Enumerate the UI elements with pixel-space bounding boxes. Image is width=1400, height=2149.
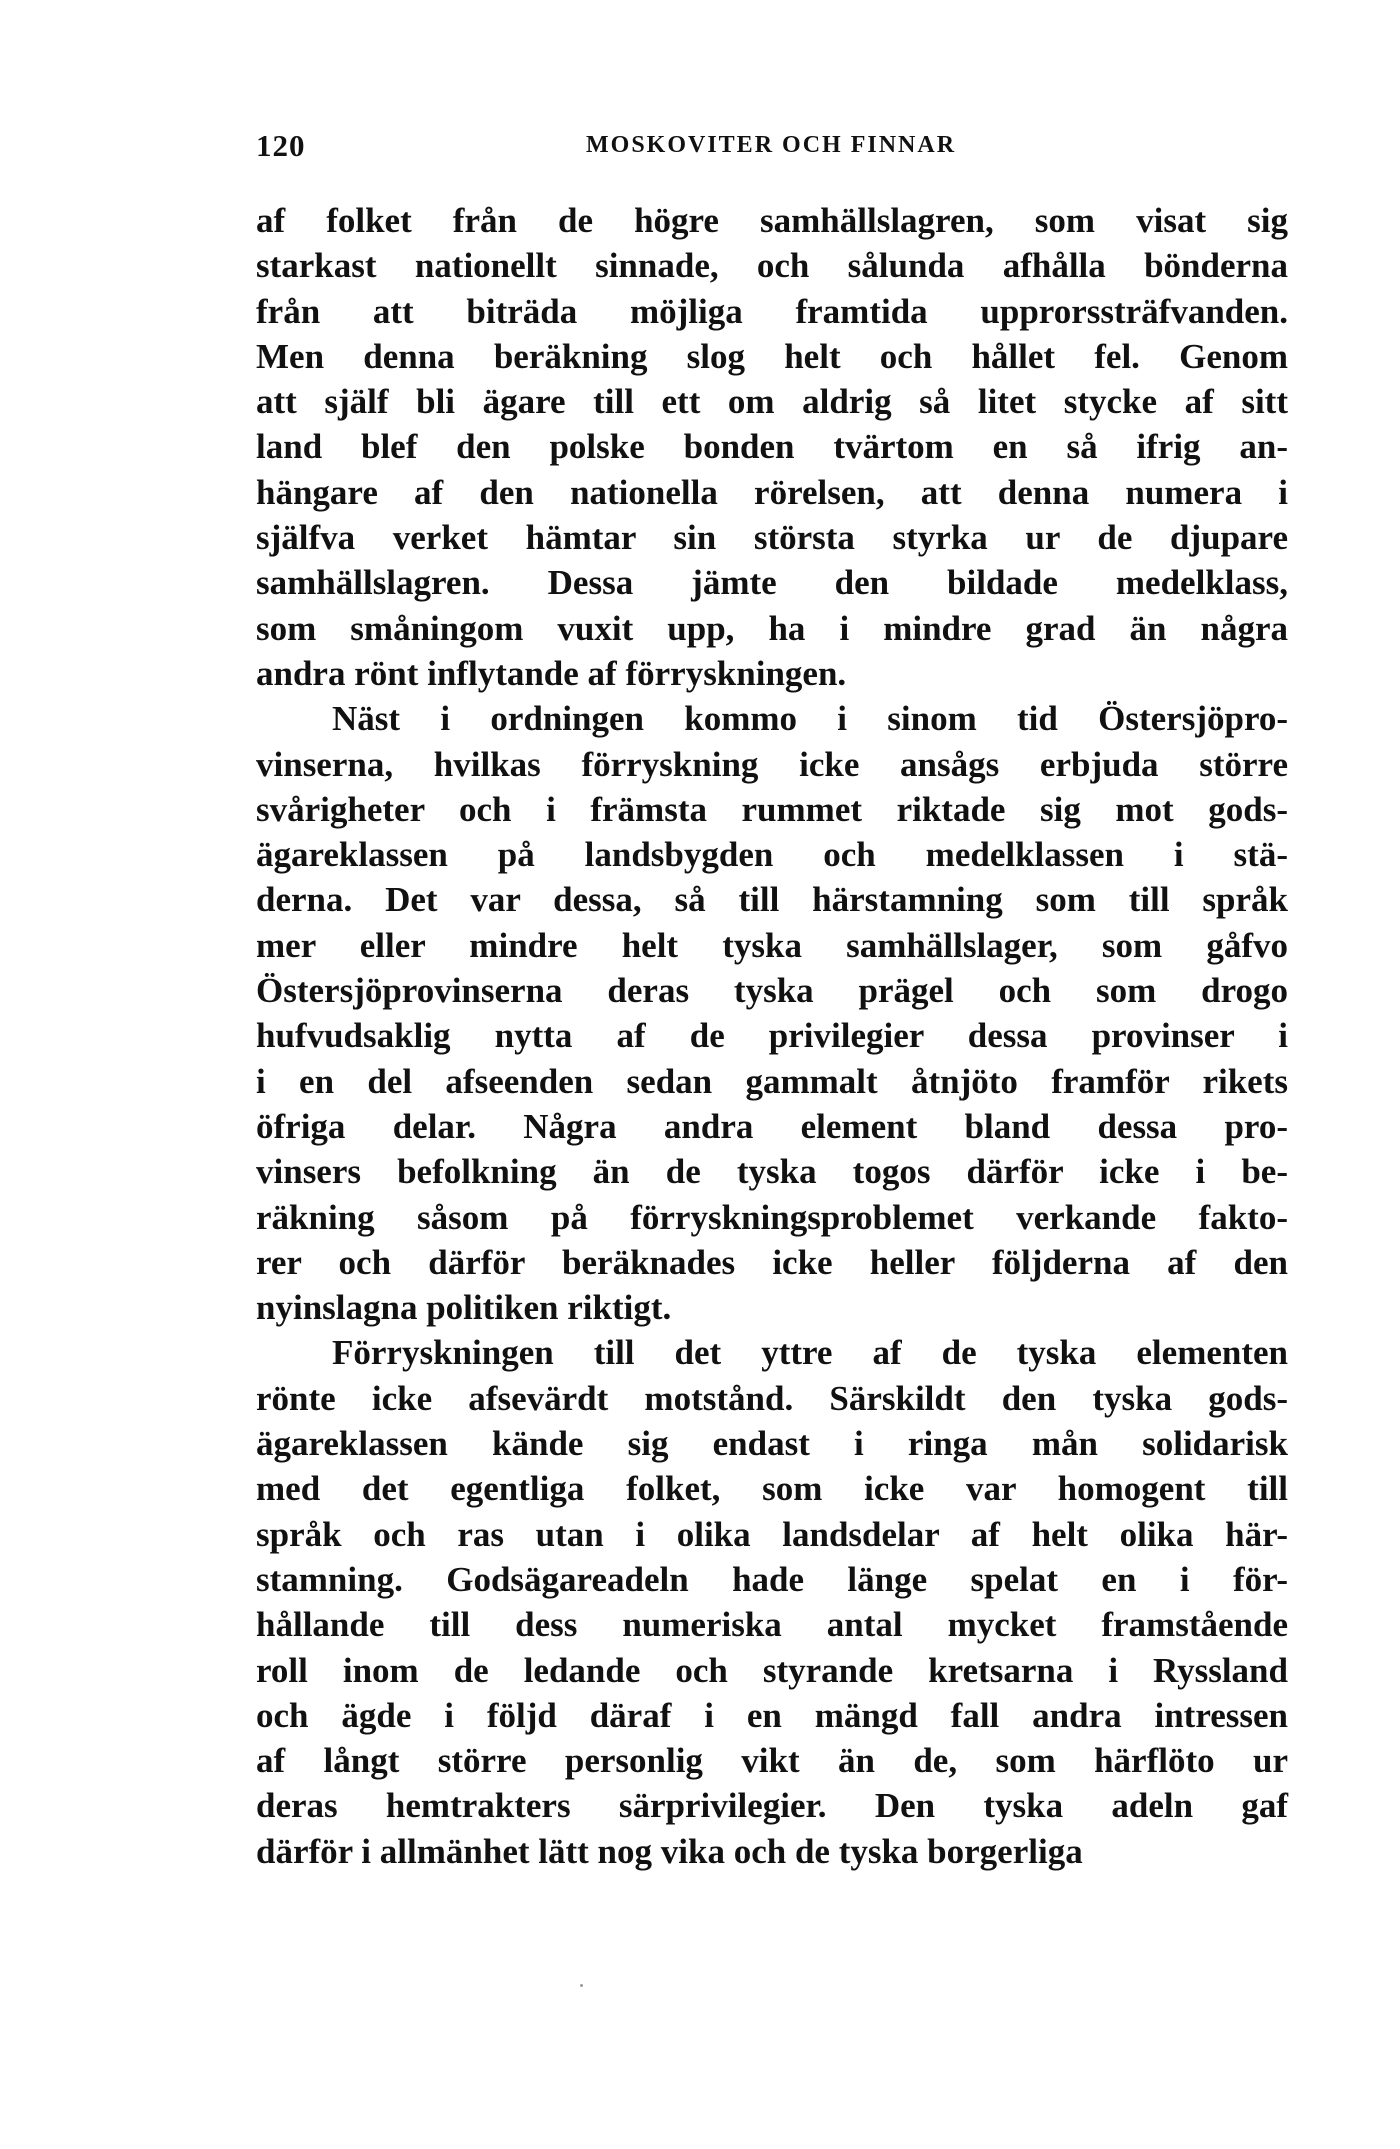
text-line: ägareklassen på landsbygden och medelklassen i stä- — [256, 835, 1288, 875]
text-line: andra rönt inflytande af förryskningen. — [256, 653, 847, 693]
text-line: deras hemtrakters särprivilegier. Den tyska adeln gaf — [256, 1786, 1288, 1826]
text-line: land blef den polske bonden tvärtom en så ifrig an- — [256, 427, 1288, 467]
text-line: nyinslagna politiken riktigt. — [256, 1288, 672, 1328]
text-line: stamning. Godsägareadeln hade länge spelat en i för- — [256, 1559, 1288, 1599]
paragraph — [256, 696, 1288, 1330]
text-line: ägareklassen kände sig endast i ringa mån solidarisk — [256, 1424, 1288, 1464]
text-line: Men denna beräkning slog helt och hållet fel. Genom — [256, 336, 1288, 376]
text-line: som småningom vuxit upp, ha i mindre grad än några — [256, 608, 1288, 648]
paragraph — [256, 1330, 1288, 1874]
text-line: öfriga delar. Några andra element bland dessa pro- — [256, 1106, 1288, 1146]
text-line: själfva verket hämtar sin största styrka ur de djupare — [256, 518, 1288, 558]
page-number: 120 — [256, 128, 306, 163]
text-line: af långt större personlig vikt än de, som härflöto ur — [256, 1741, 1288, 1781]
paragraph — [256, 198, 1288, 696]
text-line: starkast nationellt sinnade, och sålunda afhålla bönderna — [256, 246, 1288, 286]
text-line: vinsers befolkning än de tyska togos därför icke i be- — [256, 1152, 1288, 1192]
text-line: hängare af den nationella rörelsen, att denna numera i — [256, 472, 1288, 512]
text-line: språk och ras utan i olika landsdelar af helt olika här- — [256, 1514, 1288, 1554]
text-line: i en del afseenden sedan gammalt åtnjöto framför rikets — [256, 1061, 1288, 1101]
text-line: med det egentliga folket, som icke var homogent till — [256, 1469, 1288, 1509]
text-line: roll inom de ledande och styrande kretsarna i Ryssland — [256, 1650, 1288, 1690]
text-line: Näst i ordningen kommo i sinom tid Östersjöpro- — [332, 699, 1288, 739]
text-line: Förryskningen till det yttre af de tyska elementen — [332, 1333, 1288, 1373]
text-line: Östersjöprovinserna deras tyska prägel och som drogo — [256, 971, 1288, 1011]
text-line: af folket från de högre samhällslagren, som visat sig — [256, 201, 1288, 240]
text-line: att själf bli ägare till ett om aldrig så litet stycke af sitt — [256, 382, 1288, 422]
text-line: mer eller mindre helt tyska samhällslager, som gåfvo — [256, 925, 1288, 965]
text-line: och ägde i följd däraf i en mängd fall andra intressen — [256, 1695, 1288, 1735]
text-line: svårigheter och i främsta rummet riktade sig mot gods- — [256, 789, 1288, 829]
text-line: derna. Det var dessa, så till härstamning som till språk — [256, 880, 1288, 920]
text-line: därför i allmänhet lätt nog vika och de tyska borgerliga — [256, 1831, 1083, 1871]
text-line: rer och därför beräknades icke heller följderna af den — [256, 1242, 1288, 1282]
text-line: vinserna, hvilkas förryskning icke ansågs erbjuda större — [256, 744, 1288, 784]
body-text — [256, 198, 1288, 1874]
text-line: räkning såsom på förryskningsproblemet verkande fakto- — [256, 1197, 1288, 1237]
text-line: rönte icke afsevärdt motstånd. Särskildt den tyska gods- — [256, 1378, 1288, 1418]
print-speck — [580, 1984, 583, 1987]
page-header — [256, 128, 1288, 168]
running-head: MOSKOVITER OCH FINNAR — [586, 132, 957, 158]
text-line: samhällslagren. Dessa jämte den bildade medelklass, — [256, 563, 1288, 603]
text-line: hufvudsaklig nytta af de privilegier dessa provinser i — [256, 1016, 1288, 1056]
text-line: hållande till dess numeriska antal mycket framstående — [256, 1605, 1288, 1645]
text-line: från att biträda möjliga framtida upprorssträfvanden. — [256, 291, 1288, 331]
